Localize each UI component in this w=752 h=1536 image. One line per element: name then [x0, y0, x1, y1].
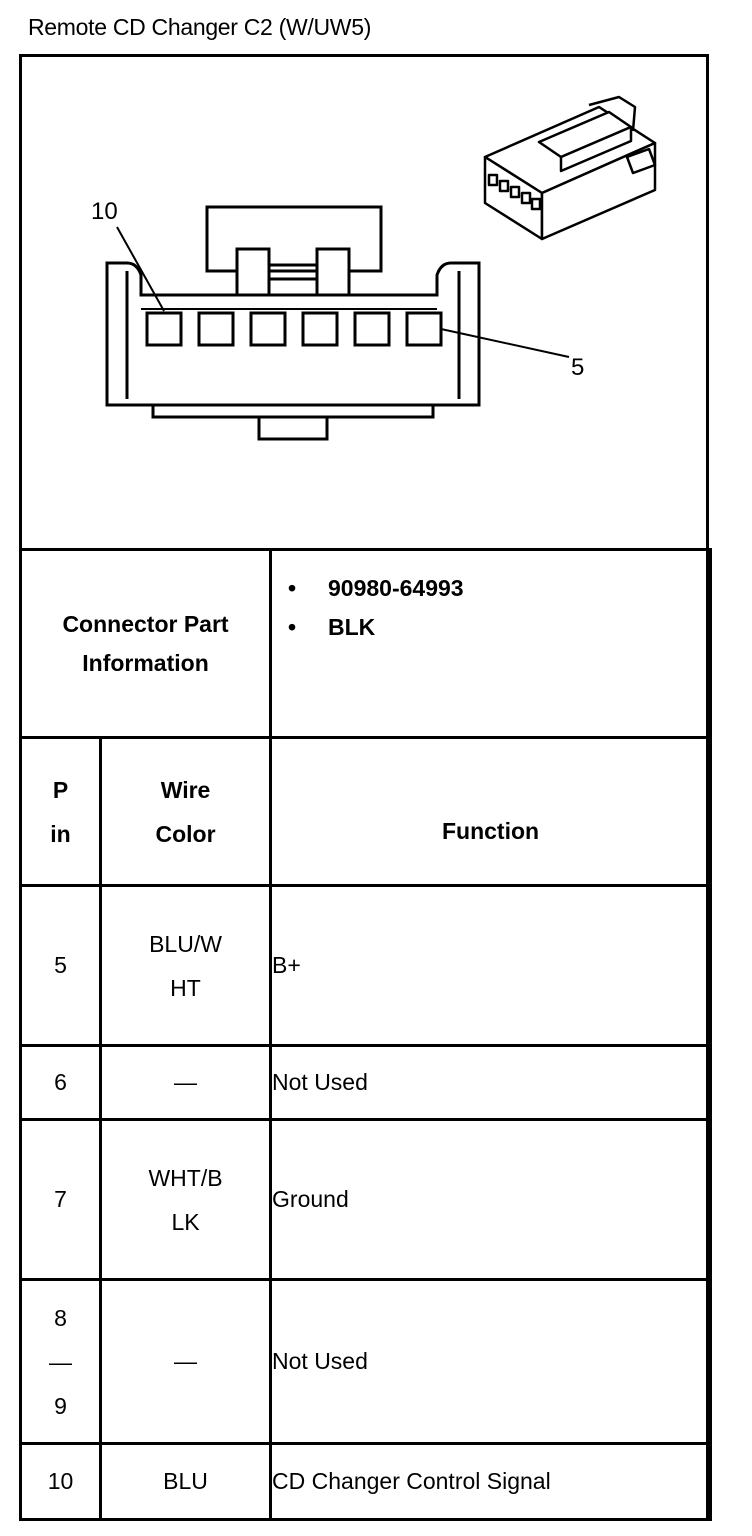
cavity-10 — [147, 313, 181, 345]
connector-diagram-panel — [19, 54, 709, 550]
pin-cell: 6 — [21, 1046, 101, 1120]
connector-iso-icon — [485, 97, 655, 239]
callout-label-right: 5 — [571, 354, 585, 381]
wire-color-cell: BLU — [101, 1444, 271, 1520]
wire-color-cell — [101, 886, 271, 1046]
connector-info-list — [272, 551, 709, 647]
table-row — [21, 1120, 711, 1280]
function-cell: Ground — [271, 1120, 711, 1280]
function-cell: CD Changer Control Signal — [271, 1444, 711, 1520]
bullet-icon: • — [288, 575, 297, 601]
connector-info-label-line2: Information — [82, 649, 209, 676]
header-function-label: Function — [441, 818, 540, 844]
pin-cell — [21, 1280, 101, 1444]
wire-color-line2: LK — [171, 1208, 200, 1235]
header-row — [21, 738, 711, 886]
connector-info-label-line1: Connector Part — [62, 610, 229, 637]
pin-cell: 10 — [21, 1444, 101, 1520]
wire-color-cell: — — [101, 1046, 271, 1120]
wire-color-line1: BLU/W — [149, 930, 222, 957]
header-wire-line2: Color — [155, 820, 216, 847]
pin-cell: 5 — [21, 886, 101, 1046]
wire-color-cell — [101, 1120, 271, 1280]
function-cell: Not Used — [271, 1280, 711, 1444]
callout-label-left: 10 — [91, 198, 118, 225]
connector-diagram — [19, 57, 709, 553]
connector-info-row — [21, 550, 711, 738]
header-pin-line2: in — [50, 820, 71, 847]
cavity-9 — [199, 313, 233, 345]
page-title: Remote CD Changer C2 (W/UW5) — [28, 14, 372, 40]
header-wire-color — [101, 738, 271, 886]
connector-color: BLK — [328, 614, 376, 640]
connector-info-label — [21, 550, 271, 738]
pin-cell: 7 — [21, 1120, 101, 1280]
wire-color-cell: — — [101, 1280, 271, 1444]
cavity-5 — [407, 313, 441, 345]
header-pin — [21, 738, 101, 886]
table-row — [21, 1046, 711, 1120]
list-item — [288, 569, 709, 608]
table-row — [21, 1280, 711, 1444]
header-wire-line1: Wire — [160, 776, 211, 803]
cavity-8 — [251, 313, 285, 345]
cavity-6 — [355, 313, 389, 345]
pin-line2: — — [49, 1348, 72, 1375]
pin-line3: 9 — [54, 1392, 67, 1419]
list-item — [288, 608, 709, 647]
cavity-7 — [303, 313, 337, 345]
function-cell: Not Used — [271, 1046, 711, 1120]
pinout-table — [19, 548, 712, 1521]
wire-color-line1: WHT/B — [148, 1164, 223, 1191]
pin-line1: 8 — [54, 1304, 67, 1331]
bullet-icon: • — [288, 614, 297, 640]
wire-color-line2: HT — [170, 974, 201, 1001]
header-pin-line1: P — [52, 776, 69, 803]
function-cell: B+ — [271, 886, 711, 1046]
part-number: 90980-64993 — [328, 575, 464, 601]
table-row — [21, 886, 711, 1046]
header-function — [271, 738, 711, 886]
connector-info-values — [271, 550, 711, 738]
table-row — [21, 1444, 711, 1520]
